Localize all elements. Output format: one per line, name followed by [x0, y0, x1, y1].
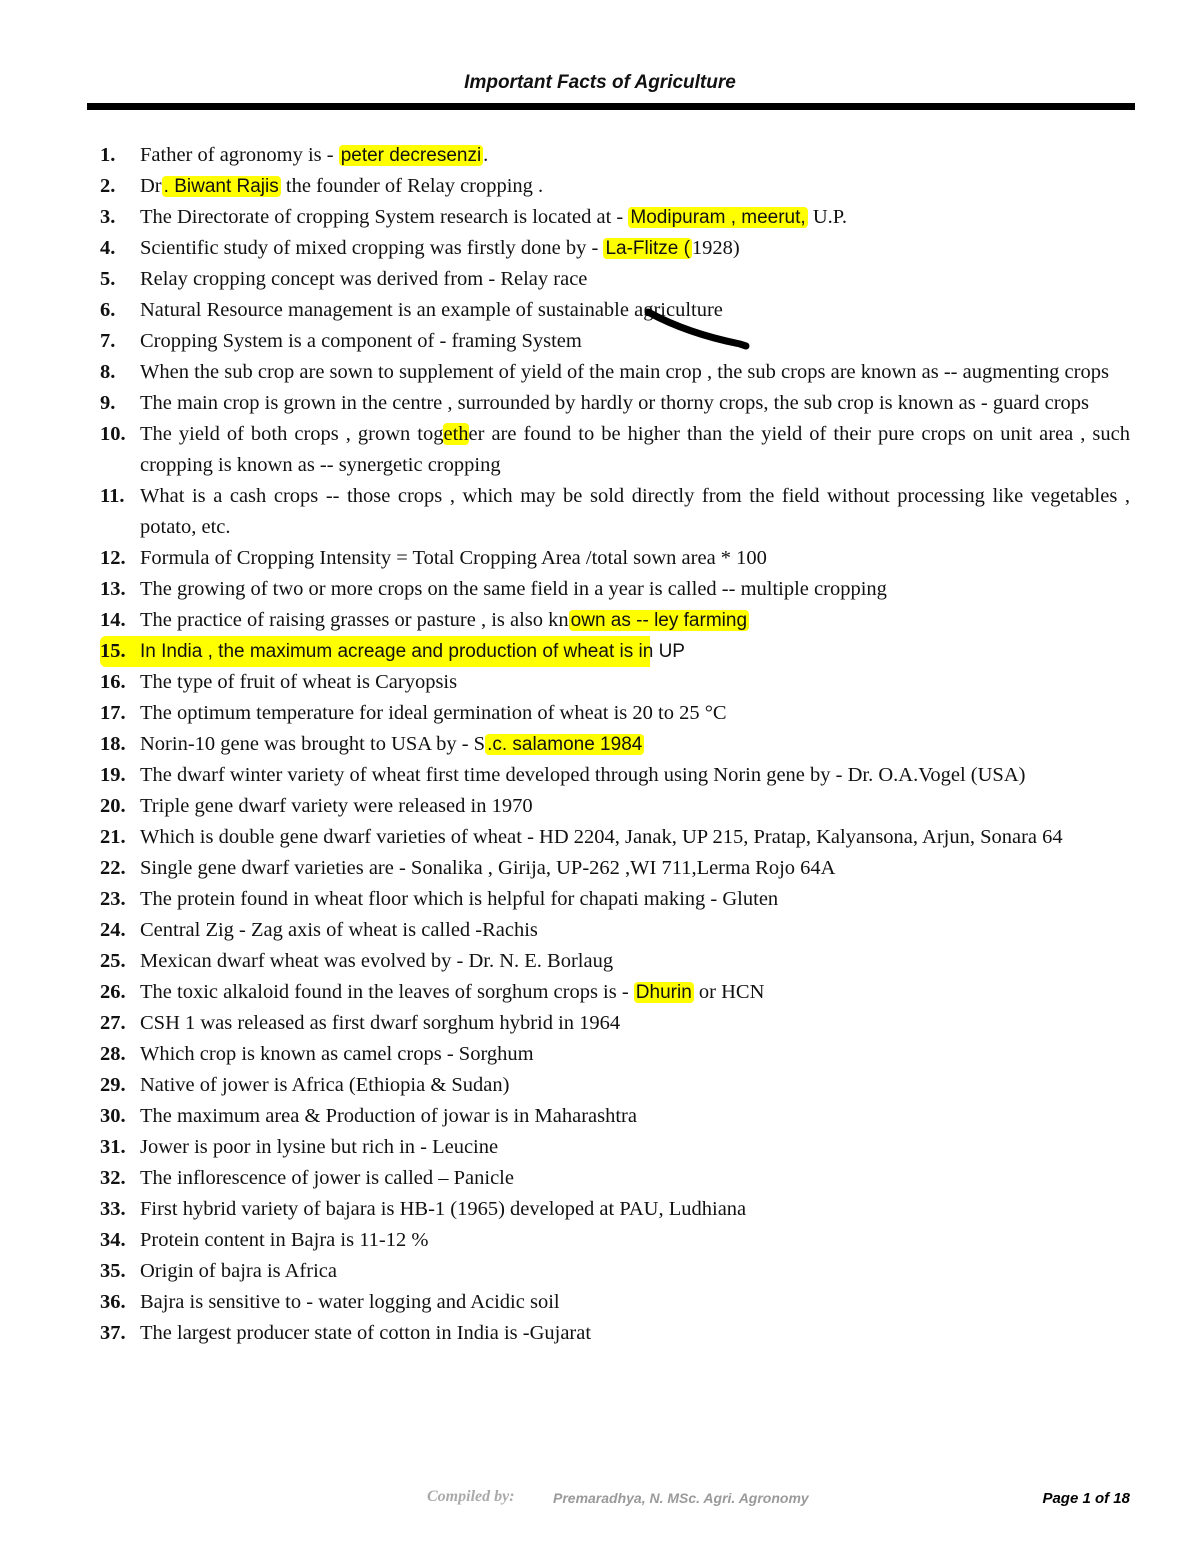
- fact-text: Protein content in Bajra is 11-12 %: [140, 1229, 429, 1251]
- fact-text: Dr: [140, 175, 162, 197]
- fact-number: 16.: [100, 671, 126, 693]
- fact-number: 20.: [100, 795, 126, 817]
- pen-stroke-annotation: [640, 298, 760, 358]
- fact-text: Triple gene dwarf variety were released in 1970: [140, 795, 533, 817]
- fact-text: Which crop is known as camel crops - Sorghum: [140, 1043, 534, 1065]
- fact-text: Natural Resource management is an example of sustainable agriculture: [140, 299, 723, 321]
- page-footer: [0, 1488, 1200, 1512]
- fact-number: 37.: [100, 1322, 126, 1344]
- fact-number: 30.: [100, 1105, 126, 1127]
- highlight: own as -- ley farming: [570, 610, 748, 631]
- fact-item-highlighted: [100, 636, 1130, 667]
- fact-text: Relay cropping concept was derived from - Relay race: [140, 268, 588, 290]
- fact-number: 34.: [100, 1229, 126, 1251]
- fact-text: the founder of Relay cropping .: [280, 175, 544, 197]
- fact-number: 26.: [100, 981, 126, 1003]
- fact-item: [100, 264, 1130, 295]
- fact-number: 6.: [100, 299, 116, 321]
- fact-item: [100, 1070, 1130, 1101]
- fact-text: The optimum temperature for ideal germination of wheat is 20 to 25 °C: [140, 702, 727, 724]
- highlight: eth: [443, 423, 469, 445]
- fact-item: [100, 1008, 1130, 1039]
- fact-item: [100, 946, 1130, 977]
- fact-number: 29.: [100, 1074, 126, 1096]
- fact-number: 10.: [100, 423, 126, 445]
- fact-number: 12.: [100, 547, 126, 569]
- fact-text: Norin-10 gene was brought to USA by - S: [140, 733, 486, 755]
- fact-item: [100, 543, 1130, 574]
- fact-text: First hybrid variety of bajara is HB-1 (1965) developed at PAU, Ludhiana: [140, 1198, 747, 1220]
- highlight: Dhurin: [635, 982, 692, 1003]
- fact-item: [100, 1101, 1130, 1132]
- fact-number: 24.: [100, 919, 126, 941]
- title-rule: [87, 103, 1135, 110]
- fact-item: [100, 171, 1130, 202]
- fact-text: Bajra is sensitive to - water logging and Acidic soil: [140, 1291, 560, 1313]
- fact-text: CSH 1 was released as first dwarf sorghum hybrid in 1964: [140, 1012, 621, 1034]
- fact-number: 23.: [100, 888, 126, 910]
- fact-item: [100, 574, 1130, 605]
- highlight: .c. salamone 1984: [487, 734, 643, 755]
- fact-number: 22.: [100, 857, 126, 879]
- fact-item: [100, 667, 1130, 698]
- fact-text: What is a cash crops -- those crops , which may be sold directly from the field without processing like vegetables , potato, etc.: [140, 485, 1130, 538]
- highlight: . Biwant Rajis: [163, 176, 279, 197]
- compiled-by-label: Compiled by:: [427, 1488, 515, 1505]
- fact-number: 7.: [100, 330, 116, 352]
- fact-text: When the sub crop are sown to supplement of yield of the main crop , the sub crops are known as -- augmenting crops: [140, 361, 1109, 383]
- fact-item: [100, 1194, 1130, 1225]
- fact-number: 21.: [100, 826, 126, 848]
- fact-item: [100, 357, 1130, 388]
- fact-text: Jower is poor in lysine but rich in - Leucine: [140, 1136, 499, 1158]
- fact-item: [100, 822, 1130, 853]
- fact-text: The largest producer state of cotton in India is -Gujarat: [140, 1322, 592, 1344]
- fact-number: 35.: [100, 1260, 126, 1282]
- fact-text: The protein found in wheat floor which is helpful for chapati making - Gluten: [140, 888, 779, 910]
- highlight: La-Flitze (: [605, 238, 690, 259]
- fact-text: The main crop is grown in the centre , surrounded by hardly or thorny crops, the sub crop is known as - guard crops: [140, 392, 1090, 414]
- fact-text: Father of agronomy is -: [140, 144, 339, 166]
- fact-item: [100, 202, 1130, 233]
- fact-text: 1928): [691, 237, 740, 259]
- fact-item: [100, 977, 1130, 1008]
- fact-text: The Directorate of cropping System research is located at -: [140, 206, 629, 228]
- fact-number: 18.: [100, 733, 126, 755]
- fact-number: 17.: [100, 702, 126, 724]
- fact-text: In India , the maximum acreage and production of wheat is in UP: [140, 641, 685, 662]
- author-credit: Premaradhya, N. MSc. Agri. Agronomy: [553, 1490, 809, 1506]
- fact-number: 1.: [100, 144, 116, 166]
- fact-item: [100, 1287, 1130, 1318]
- fact-text: Mexican dwarf wheat was evolved by - Dr. N. E. Borlaug: [140, 950, 614, 972]
- fact-number: 11.: [100, 485, 125, 507]
- fact-item: [100, 915, 1130, 946]
- fact-text: Cropping System is a component of - framing System: [140, 330, 582, 352]
- fact-item: [100, 388, 1130, 419]
- highlight: Modipuram , meerut,: [630, 207, 806, 228]
- fact-number: 9.: [100, 392, 116, 414]
- fact-text: er are found to be higher than the yield of their pure crops on unit area , such cropping is known as -- synergetic cropping: [140, 423, 1130, 476]
- fact-item: [100, 791, 1130, 822]
- fact-item: [100, 1225, 1130, 1256]
- fact-item: [100, 326, 1130, 357]
- fact-text: Central Zig - Zag axis of wheat is called -Rachis: [140, 919, 538, 941]
- fact-number: 15.: [100, 640, 126, 662]
- fact-item: [100, 233, 1130, 264]
- fact-item: [100, 140, 1130, 171]
- fact-item: [100, 1163, 1130, 1194]
- fact-number: 13.: [100, 578, 126, 600]
- fact-number: 3.: [100, 206, 116, 228]
- fact-number: 4.: [100, 237, 116, 259]
- fact-text: Scientific study of mixed cropping was firstly done by -: [140, 237, 604, 259]
- fact-text: U.P.: [807, 206, 847, 228]
- fact-item: [100, 295, 1130, 326]
- fact-text: Origin of bajra is Africa: [140, 1260, 337, 1282]
- fact-item: [100, 1318, 1130, 1349]
- fact-number: 19.: [100, 764, 126, 786]
- page-number: Page 1 of 18: [1042, 1490, 1130, 1507]
- fact-text: The growing of two or more crops on the same field in a year is called -- multiple cropping: [140, 578, 887, 600]
- highlight: peter decresenzi: [340, 145, 482, 166]
- fact-text: Single gene dwarf varieties are - Sonalika , Girija, UP-262 ,WI 711,Lerma Rojo 64A: [140, 857, 836, 879]
- fact-item: [100, 853, 1130, 884]
- fact-text: Native of jower is Africa (Ethiopia & Sudan): [140, 1074, 510, 1096]
- fact-text: or HCN: [693, 981, 765, 1003]
- fact-text: The dwarf winter variety of wheat first time developed through using Norin gene by - Dr. O.A.Vogel (USA): [140, 764, 1026, 786]
- fact-number: 2.: [100, 175, 116, 197]
- fact-number: 8.: [100, 361, 116, 383]
- fact-text: The yield of both crops , grown tog: [140, 423, 444, 445]
- fact-item: [100, 884, 1130, 915]
- fact-number: 28.: [100, 1043, 126, 1065]
- fact-item: [100, 1039, 1130, 1070]
- fact-item: [100, 419, 1130, 481]
- fact-text: The type of fruit of wheat is Caryopsis: [140, 671, 458, 693]
- fact-number: 25.: [100, 950, 126, 972]
- fact-number: 31.: [100, 1136, 126, 1158]
- fact-text: The toxic alkaloid found in the leaves of sorghum crops is -: [140, 981, 634, 1003]
- fact-text: Which is double gene dwarf varieties of wheat - HD 2204, Janak, UP 215, Pratap, Kalyansona, Arjun, Sonara 64: [140, 826, 1063, 848]
- fact-text: .: [483, 144, 489, 166]
- fact-number: 33.: [100, 1198, 126, 1220]
- fact-text: The maximum area & Production of jowar is in Maharashtra: [140, 1105, 637, 1127]
- page-title: Important Facts of Agriculture: [464, 72, 736, 93]
- fact-item: [100, 605, 1130, 636]
- fact-item: [100, 760, 1130, 791]
- fact-number: 32.: [100, 1167, 126, 1189]
- fact-item: [100, 729, 1130, 760]
- fact-number: 36.: [100, 1291, 126, 1313]
- fact-item: [100, 481, 1130, 543]
- fact-text: Formula of Cropping Intensity = Total Cropping Area /total sown area * 100: [140, 547, 767, 569]
- fact-number: 5.: [100, 268, 116, 290]
- fact-text: The practice of raising grasses or pasture , is also kn: [140, 609, 569, 631]
- fact-number: 14.: [100, 609, 126, 631]
- facts-list: [100, 140, 1130, 1349]
- fact-item: [100, 698, 1130, 729]
- fact-item: [100, 1132, 1130, 1163]
- fact-item: [100, 1256, 1130, 1287]
- fact-number: 27.: [100, 1012, 126, 1034]
- fact-text: The inflorescence of jower is called – Panicle: [140, 1167, 514, 1189]
